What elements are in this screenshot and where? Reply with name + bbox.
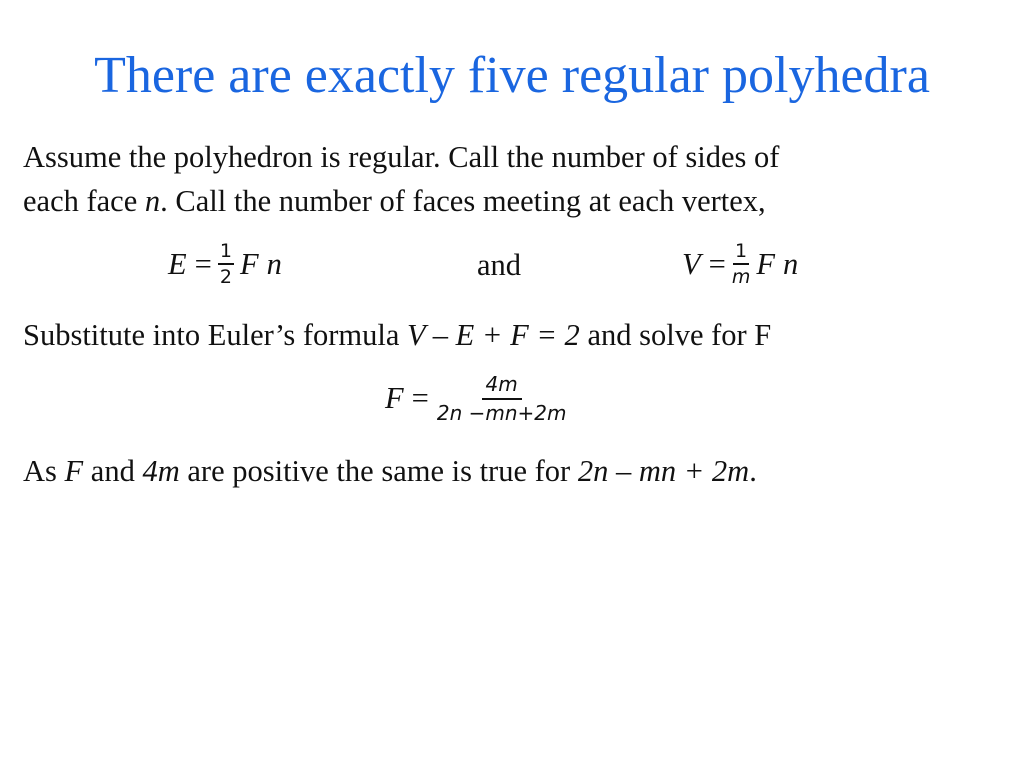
assumption-text-end: . Call the number of faces meeting at each vertex, [160, 184, 766, 218]
euler-formula: V – E + F = 2 [407, 318, 580, 352]
expression-denominator: 2n – mn + 2m [577, 454, 750, 488]
fraction-denominator: 2 [219, 266, 232, 288]
fraction-numerator: 4m [482, 372, 522, 400]
sides-symbol: n [266, 246, 282, 281]
equation-faces [385, 372, 572, 425]
equals-sign: = [194, 246, 212, 281]
equation-edges [168, 240, 282, 288]
fraction-denominator: 2n −mn+2m [436, 401, 567, 425]
paragraph-euler [23, 313, 771, 357]
faces-symbol: F [385, 381, 404, 415]
faces-symbol: F [239, 246, 259, 281]
fraction-one-half [218, 240, 234, 288]
equals-sign: = [411, 381, 429, 415]
equals-sign: = [708, 246, 726, 281]
paragraph-conclusion [23, 449, 757, 493]
edges-symbol: E [168, 246, 187, 281]
slide-title: There are exactly five regular polyhedra [94, 47, 930, 104]
equation-vertices [682, 240, 798, 288]
conclusion-text: are positive the same is true for [179, 454, 578, 488]
fraction-one-over-m [732, 240, 751, 288]
assumption-text: each face [23, 184, 145, 218]
connector-and: and [477, 248, 522, 282]
fraction-numerator: 1 [733, 240, 749, 265]
assumption-line-1: Assume the polyhedron is regular. Call the number of sides of [23, 140, 780, 174]
conclusion-period: . [749, 454, 757, 488]
sides-symbol: n [783, 246, 799, 281]
vertices-symbol: V [682, 246, 701, 281]
fraction-numerator: 1 [218, 240, 234, 265]
euler-text: Substitute into Euler’s formula [23, 318, 408, 352]
conclusion-text: and [83, 454, 143, 488]
fraction-faces [437, 372, 567, 425]
paragraph-assumption [23, 135, 779, 223]
euler-text-end: and solve for F [579, 318, 772, 352]
expression-4m: 4m [142, 454, 180, 488]
variable-f: F [64, 454, 84, 488]
fraction-denominator: m [731, 266, 751, 288]
assumption-line-2 [23, 179, 779, 223]
faces-symbol: F [756, 246, 775, 281]
variable-n: n [144, 184, 161, 218]
conclusion-text: As [23, 454, 65, 488]
